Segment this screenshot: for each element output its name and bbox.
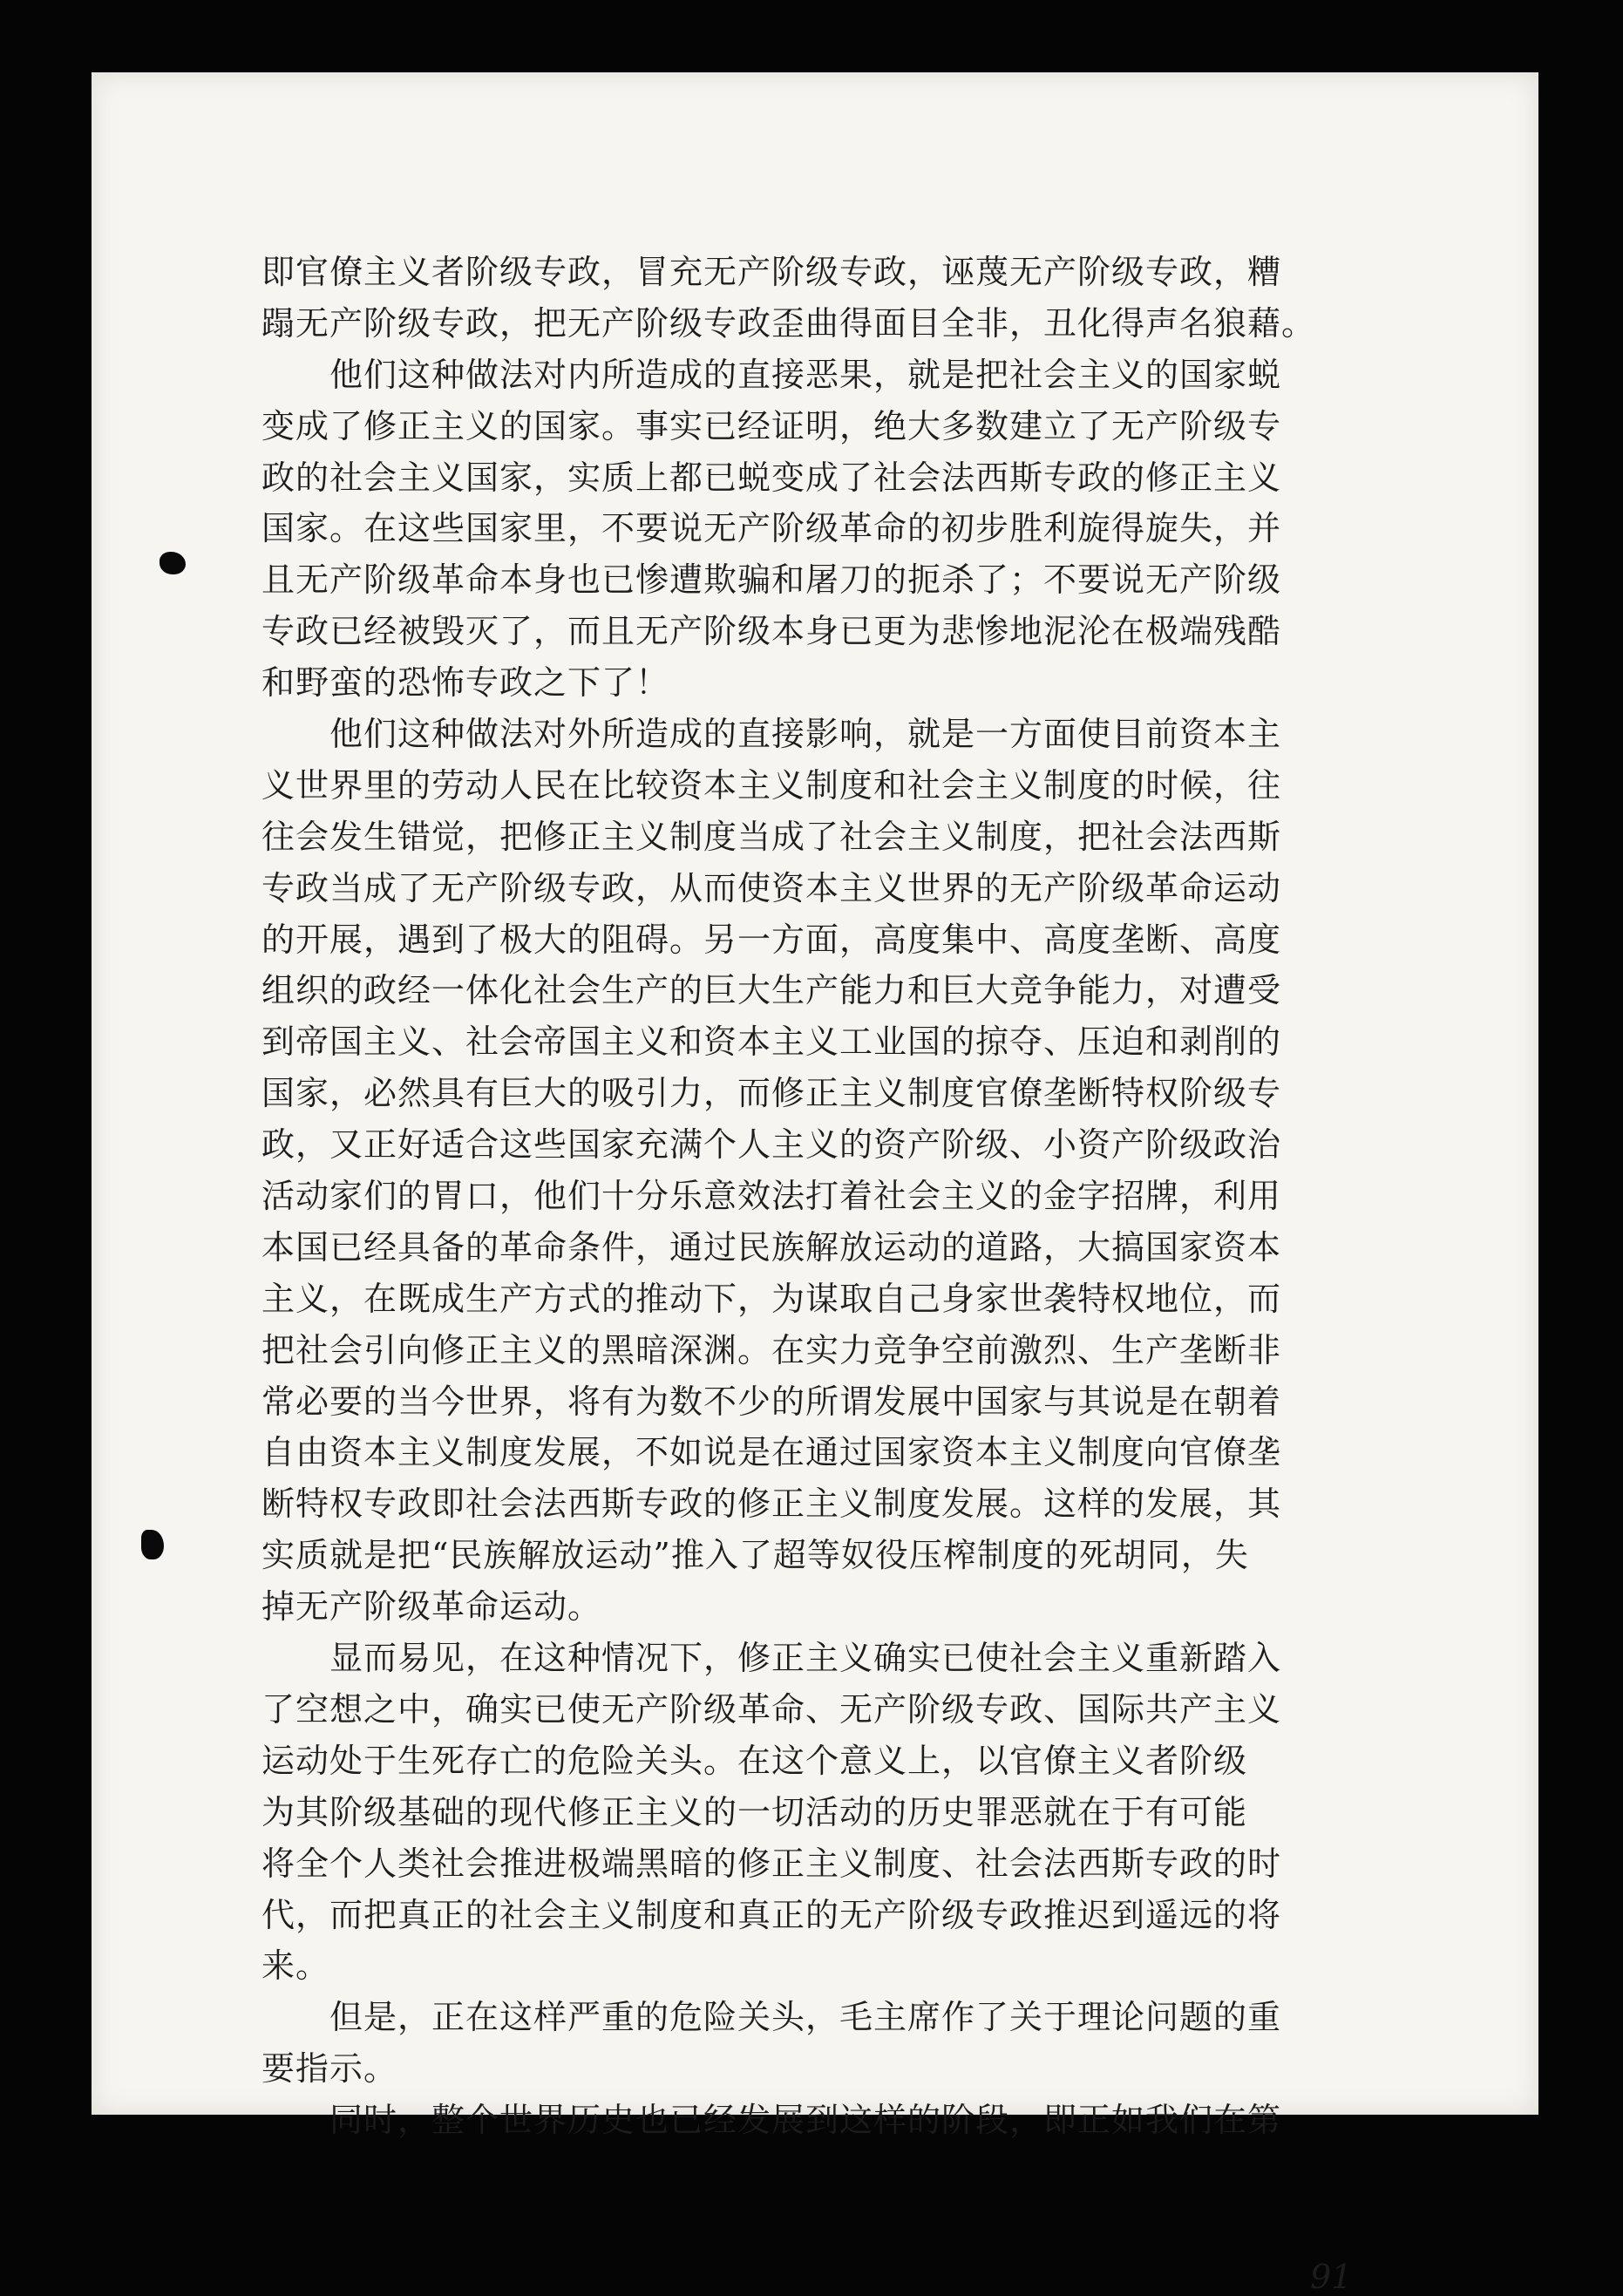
text-line: 蹋无产阶级专政，把无产阶级专政歪曲得面目全非，丑化得声名狼藉。 [261, 303, 1316, 343]
text-line: 政，又正好适合这些国家充满个人主义的资产阶级、小资产阶级政治 [261, 1125, 1282, 1165]
text-line: 掉无产阶级革命运动。 [261, 1587, 602, 1627]
text-line: 了空想之中，确实已使无产阶级革命、无产阶级专政、国际共产主义 [261, 1689, 1282, 1729]
text-line: 专政已经被毁灭了，而且无产阶级本身已更为悲惨地泥沦在极端残酷 [261, 612, 1282, 651]
text-line: 即官僚主义者阶级专政，冒充无产阶级专政，诬蔑无产阶级专政，糟 [261, 253, 1282, 291]
text-line: 组织的政经一体化社会生产的巨大生产能力和巨大竞争能力，对遭受 [261, 971, 1282, 1010]
punch-hole [141, 1530, 164, 1559]
text-line: 但是，正在这样严重的危险关头，毛主席作了关于理论问题的重 [261, 1998, 1282, 2037]
handwritten-text-block [261, 247, 1495, 2146]
text-line: 常必要的当今世界，将有为数不少的所谓发展中国家与其说是在朝着 [261, 1382, 1282, 1421]
text-line: 同时，整个世界历史也已经发展到这样的阶段，即正如我们在第 [261, 2101, 1282, 2140]
text-line: 要指示。 [261, 2049, 398, 2089]
text-line: 代，而把真正的社会主义制度和真正的无产阶级专政推迟到遥远的将 [261, 1895, 1282, 1934]
text-line: 显而易见，在这种情况下，修正主义确实已使社会主义重新踏入 [261, 1639, 1282, 1678]
punch-hole [160, 552, 186, 574]
text-line: 到帝国主义、社会帝国主义和资本主义工业国的掠夺、压迫和剥削的 [261, 1022, 1282, 1062]
text-line: 专政当成了无产阶级专政，从而使资本主义世界的无产阶级革命运动 [261, 868, 1282, 907]
text-line: 将全个人类社会推进极端黑暗的修正主义制度、社会法西斯专政的时 [261, 1844, 1282, 1883]
text-line: 断特权专政即社会法西斯专政的修正主义制度发展。这样的发展，其 [261, 1484, 1282, 1524]
text-line: 本国已经具备的革命条件，通过民族解放运动的道路，大搞国家资本 [261, 1227, 1282, 1267]
text-line: 往会发生错觉，把修正主义制度当成了社会主义制度，把社会法西斯 [261, 817, 1282, 856]
text-line: 且无产阶级革命本身也已惨遭欺骗和屠刀的扼杀了；不要说无产阶级 [261, 560, 1282, 600]
text-line: 变成了修正主义的国家。事实已经证明，绝大多数建立了无产阶级专 [261, 406, 1282, 445]
text-line: 他们这种做法对外所造成的直接影响，就是一方面使目前资本主 [261, 715, 1282, 754]
text-line: 把社会引向修正主义的黑暗深渊。在实力竞争空前激烈、生产垄断非 [261, 1330, 1282, 1369]
text-line: 政的社会主义国家，实质上都已蜕变成了社会法西斯专政的修正主义 [261, 458, 1282, 497]
text-line: 主义，在既成生产方式的推动下，为谋取自己身家世袭特权地位，而 [261, 1279, 1282, 1318]
text-line: 国家。在这些国家里，不要说无产阶级革命的初步胜利旋得旋失，并 [261, 509, 1282, 548]
text-line: 实质就是把“民族解放运动”推入了超等奴役压榨制度的死胡同，失 [261, 1536, 1249, 1575]
text-line: 和野蛮的恐怖专政之下了！ [261, 663, 670, 703]
text-line: 活动家们的胃口，他们十分乐意效法打着社会主义的金字招牌，利用 [261, 1177, 1282, 1216]
page-number: 91 [1310, 2258, 1353, 2296]
text-line: 他们这种做法对内所造成的直接恶果，就是把社会主义的国家蜕 [261, 355, 1282, 394]
text-line: 国家，必然具有巨大的吸引力，而修正主义制度官僚垄断特权阶级专 [261, 1074, 1282, 1113]
text-line: 为其阶级基础的现代修正主义的一切活动的历史罪恶就在于有可能 [261, 1792, 1248, 1831]
text-line: 运动处于生死存亡的危险关头。在这个意义上，以官僚主义者阶级 [261, 1741, 1248, 1780]
text-line: 来。 [261, 1946, 330, 1986]
text-line: 的开展，遇到了极大的阻碍。另一方面，高度集中、高度垄断、高度 [261, 920, 1282, 959]
text-line: 义世界里的劳动人民在比较资本主义制度和社会主义制度的时候，往 [261, 765, 1282, 805]
text-line: 自由资本主义制度发展，不如说是在通过国家资本主义制度向官僚垄 [261, 1433, 1282, 1472]
